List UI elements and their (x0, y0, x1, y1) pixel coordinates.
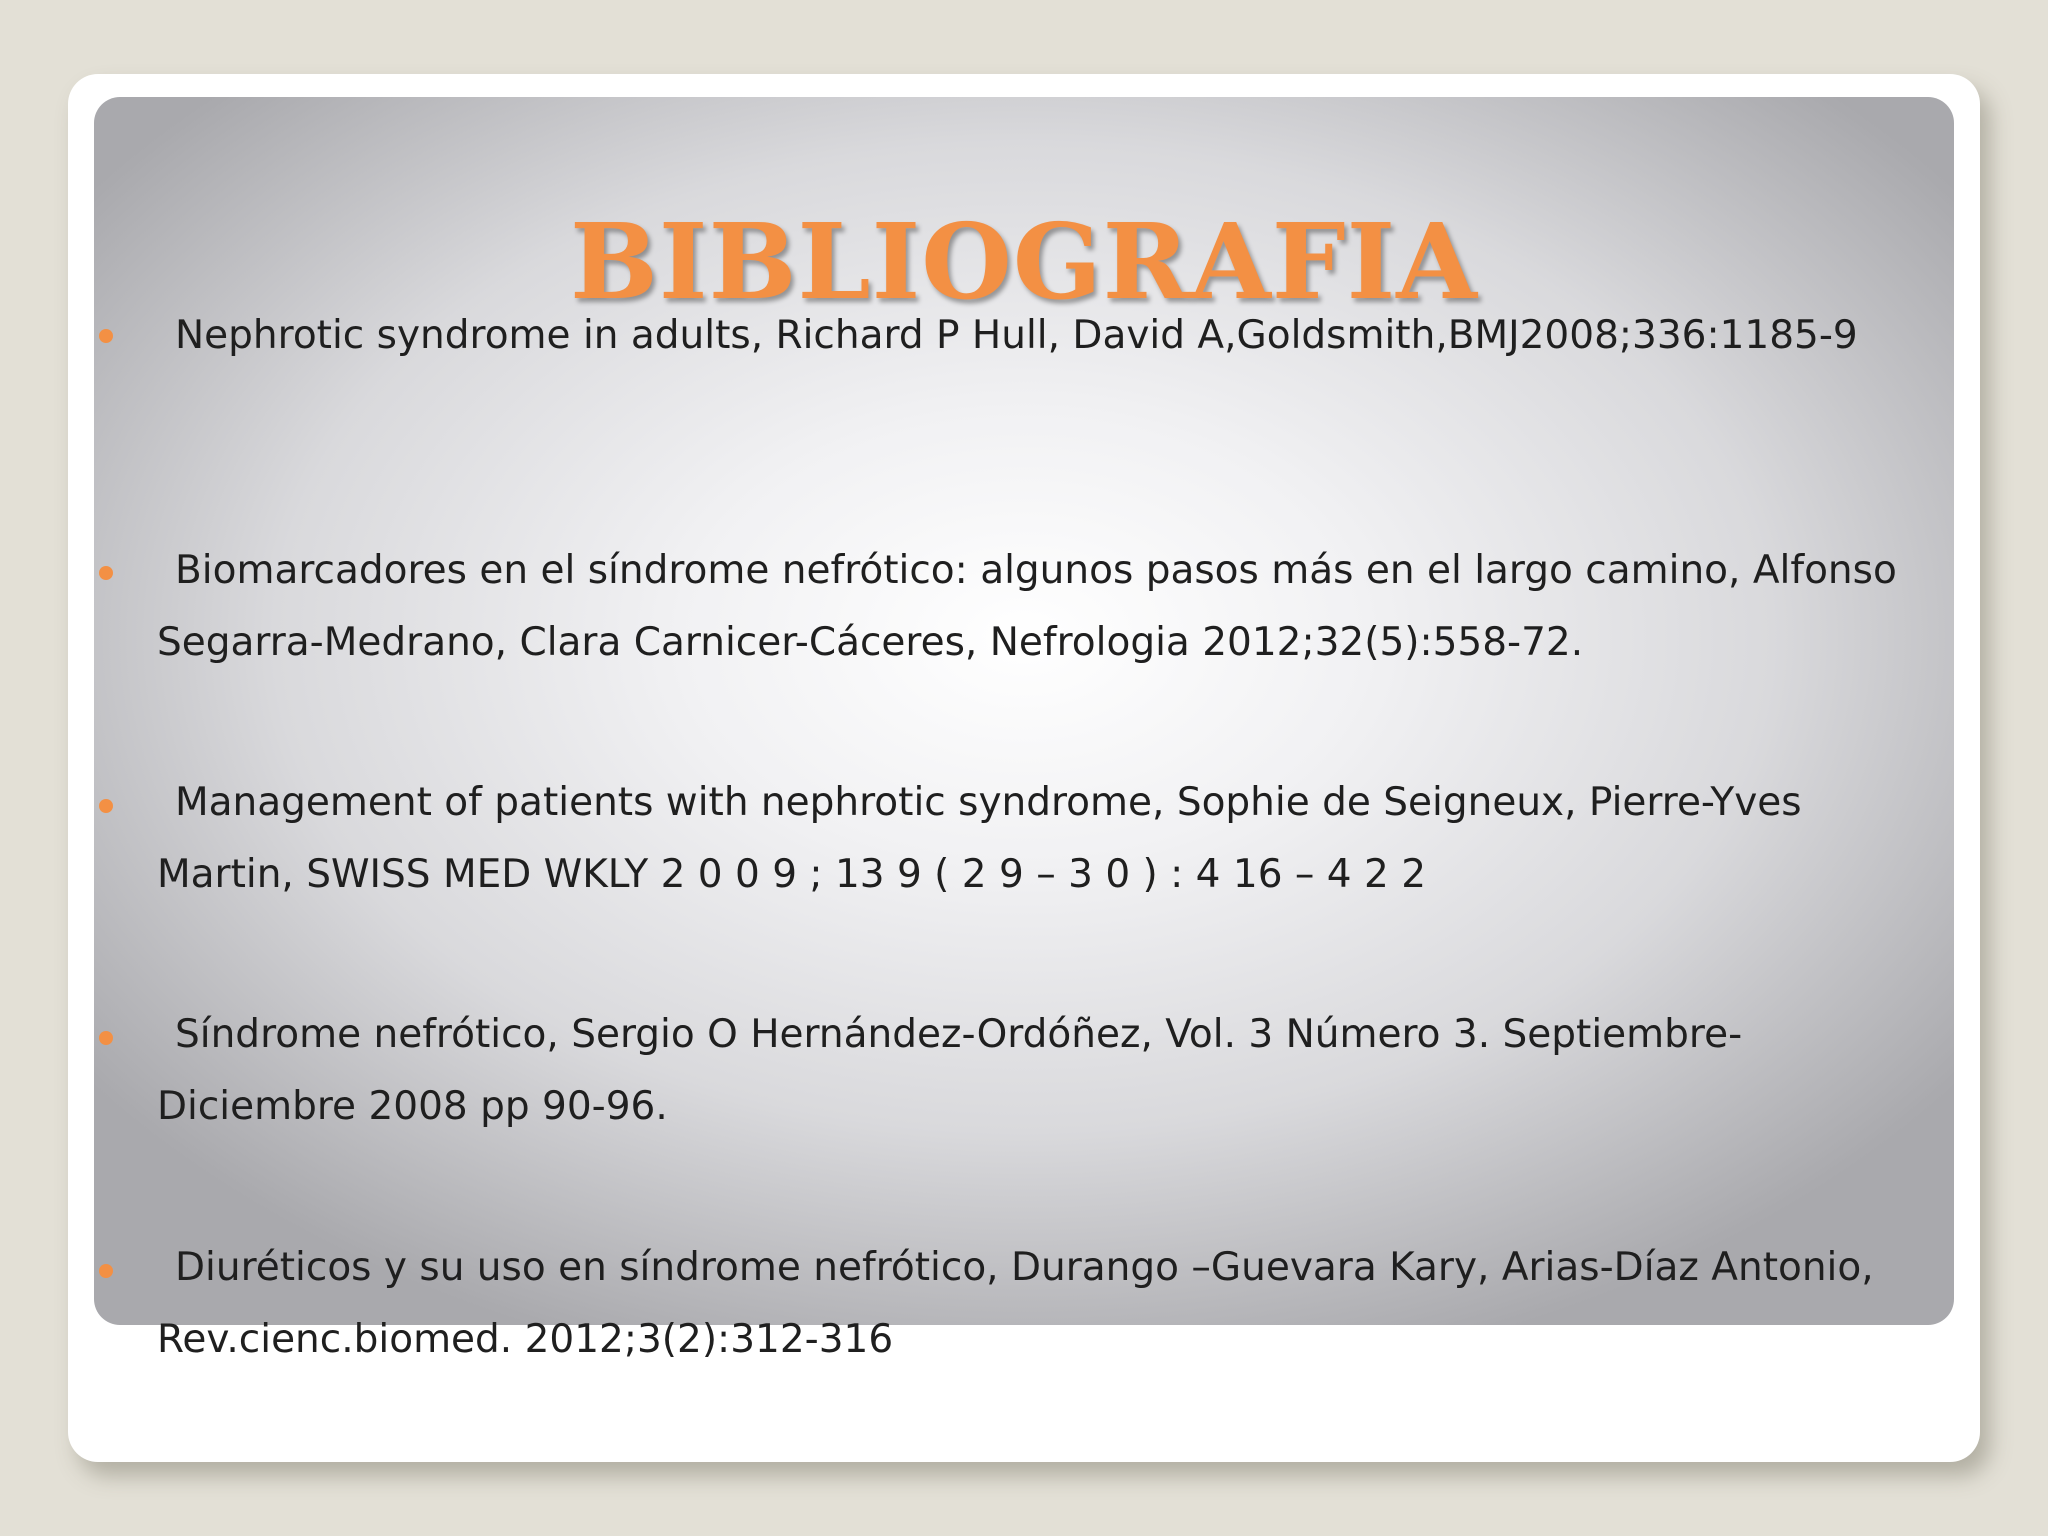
bullet-icon (99, 799, 113, 813)
bullet-icon (99, 1264, 113, 1278)
bullet-icon (99, 566, 113, 580)
reference-text: Síndrome nefrótico, Sergio O Hernández-Ordóñez, Vol. 3 Número 3. Septiembre-Diciembre 2008 pp 90-96. (157, 1012, 1743, 1129)
reference-text: Diuréticos y su uso en síndrome nefrótico, Durango –Guevara Kary, Arias-Díaz Antonio, Rev.cienc.biomed. 2012;3(2):312-316 (157, 1245, 1874, 1362)
reference-text: Management of patients with nephrotic syndrome, Sophie de Seigneux, Pierre-Yves Martin, SWISS MED WKLY 2 0 0 9 ; 13 9 ( 2 9 – 3 0 ) : 4 16 – 4 2 2 (157, 780, 1802, 897)
reference-text: Nephrotic syndrome in adults, Richard P Hull, David A,Goldsmith,BMJ2008;336:1185-9 (175, 313, 1858, 358)
bullet-icon (99, 329, 113, 343)
slide-title: BIBLIOGRAFIA (570, 199, 1478, 323)
reference-text: Biomarcadores en el síndrome nefrótico: algunos pasos más en el largo camino, Alfonso Segarra-Medrano, Clara Carnicer-Cáceres, Nefrologia 2012;32(5):558-72. (157, 548, 1897, 665)
bullet-icon (99, 1031, 113, 1045)
